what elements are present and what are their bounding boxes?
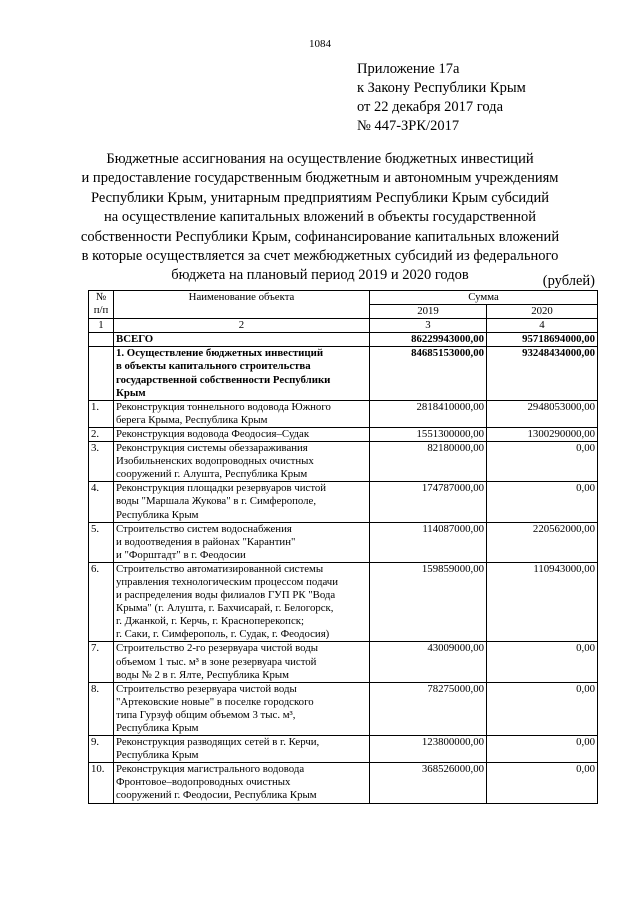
object-name-line: Реконструкция системы обеззараживания [116,442,308,455]
object-name-line: объемом 1 тыс. м³ в зоне резервуара чистой [116,655,317,668]
amount-2019: 159859000,00 [370,562,487,642]
table-row [89,763,598,803]
budget-table [88,290,598,804]
row-number: 9. [89,736,114,763]
object-name-line: Крыма" (г. Алушта, г. Бахчисарай, г. Белогорск, [116,602,334,615]
row-number: 5. [89,522,114,562]
section-row [89,347,598,400]
header-name-cell: Наименование объекта [114,291,370,319]
column-numbers-row [89,319,598,333]
section-2019: 84685153000,00 [370,347,487,400]
table-row [89,562,598,642]
object-name-line: берега Крыма, Республика Крым [116,413,268,426]
row-number: 4. [89,482,114,522]
table-row [89,642,598,682]
row-number: 6. [89,562,114,642]
object-name [114,400,370,427]
object-name [114,427,370,441]
title-line: Республики Крым, унитарным предприятиям Республики Крым субсидий [91,189,549,206]
table-header-row [89,291,598,305]
object-name-line: управления технологическим процессом подачи [116,575,339,588]
object-name [114,482,370,522]
title-line: и предоставление государственным бюджетным и автономным учреждениям [81,170,559,187]
object-name-line: Республика Крым [116,508,199,521]
object-name [114,562,370,642]
object-name-line: Республика Крым [116,722,199,734]
amount-2020: 0,00 [487,482,598,522]
document-title [0,150,640,286]
amount-2020: 110943000,00 [487,562,598,642]
section-2020: 93248434000,00 [487,347,598,400]
row-number: 3. [89,442,114,482]
amount-2020: 0,00 [487,763,598,803]
row-number: 1. [89,400,114,427]
title-line: Бюджетные ассигнования на осуществление бюджетных инвестиций [106,151,534,167]
object-name-line: типа Гурзуф общим объемом 3 тыс. м³, [116,708,296,721]
column-number: 1 [89,319,114,333]
object-name-line: воды № 2 в г. Ялте, Республика Крым [116,668,289,681]
amount-2019: 368526000,00 [370,763,487,803]
table-row [89,427,598,441]
title-line: бюджета на плановый период 2019 и 2020 годов [171,267,469,284]
header-num-cell [89,291,114,319]
amount-2020: 0,00 [487,736,598,763]
object-name-line: Фронтовое–водопроводных очистных [116,776,291,789]
object-name-line: и водоотведения в районах "Карантин" [116,535,296,548]
section-label-line: государственной собственности Республики [116,373,331,386]
annex-header [357,60,526,136]
object-name-line: Изобильненских водопроводных очистных [116,455,314,468]
object-name-line: Строительство систем водоснабжения [116,522,292,535]
amount-2019: 174787000,00 [370,482,487,522]
amount-2019: 2818410000,00 [370,400,487,427]
object-name-line: Республика Крым [116,749,199,762]
row-number: 8. [89,682,114,735]
row-number: 10. [89,763,114,803]
table-row [89,736,598,763]
amount-2020: 0,00 [487,642,598,682]
annex-line: к Закону Республики Крым [357,80,526,96]
object-name-line: и распределения воды филиалов ГУП РК "Вода [116,589,336,602]
total-2020: 95718694000,00 [487,333,598,347]
row-number: 2. [89,427,114,441]
object-name [114,442,370,482]
section-label-line: в объекты капитального строительства [116,360,311,373]
unit-label: (рублей) [542,273,595,289]
object-name [114,763,370,803]
object-name [114,682,370,735]
amount-2019: 123800000,00 [370,736,487,763]
object-name-line: Реконструкция разводящих сетей в г. Керчи, [116,736,320,749]
amount-2019: 114087000,00 [370,522,487,562]
header-year-2019: 2019 [370,305,487,319]
object-name [114,642,370,682]
table-row [89,400,598,427]
title-line: в которые осуществляется за счет межбюджетных субсидий из федерального [81,248,559,265]
annex-line: от 22 декабря 2017 года [357,99,503,115]
total-num-cell [89,333,114,347]
total-2019: 86229943000,00 [370,333,487,347]
title-line: на осуществление капитальных вложений в объекты государственной [104,209,536,226]
column-number: 2 [114,319,370,333]
section-label-line: 1. Осуществление бюджетных инвестиций [116,347,324,360]
object-name-line: г. Саки, г. Симферополь, г. Судак, г. Феодосия) [116,628,330,641]
object-name-line: Реконструкция водовода Феодосия–Судак [116,427,310,440]
object-name-line: воды "Маршала Жукова" в г. Симферополе, [116,495,317,508]
amount-2019: 1551300000,00 [370,427,487,441]
amount-2020: 0,00 [487,682,598,735]
amount-2019: 43009000,00 [370,642,487,682]
section-num-cell [89,347,114,400]
object-name-line: Строительство автоматизированной системы [116,562,324,575]
object-name-line: сооружений г. Алушта, Республика Крым [116,468,308,481]
object-name-line: Строительство 2-го резервуара чистой воды [116,642,318,655]
header-year-2020: 2020 [487,305,598,319]
total-row [89,333,598,347]
column-number: 4 [487,319,598,333]
amount-2020: 0,00 [487,442,598,482]
table-row [89,482,598,522]
total-label: ВСЕГО [114,333,370,347]
amount-2020: 1300290000,00 [487,427,598,441]
amount-2020: 2948053000,00 [487,400,598,427]
object-name-line: Реконструкция тоннельного водовода Южного [116,400,331,413]
object-name-line: и "Форштадт" в г. Феодосии [116,548,246,561]
object-name-line: г. Джанкой, г. Керчь, г. Красноперекопск; [116,615,304,628]
object-name-line: Строительство резервуара чистой воды [116,682,297,695]
section-label [114,347,370,400]
header-num-label: № [95,291,107,303]
annex-line: Приложение 17а [357,61,460,77]
column-number: 3 [370,319,487,333]
title-line: собственности Республики Крым, софинансирование капитальных вложений [80,228,560,245]
object-name-line: сооружений г. Феодосии, Республика Крым [116,789,317,802]
header-sum-cell: Сумма [370,291,598,305]
amount-2019: 82180000,00 [370,442,487,482]
header-num-label: п/п [93,304,109,317]
object-name-line: Реконструкция магистрального водовода [116,763,305,776]
row-number: 7. [89,642,114,682]
object-name-line: "Артековские новые" в поселке городского [116,695,314,708]
object-name-line: Реконструкция площадки резервуаров чистой [116,482,327,495]
annex-line: № 447-ЗРК/2017 [357,118,460,134]
amount-2019: 78275000,00 [370,682,487,735]
section-label-line: Крым [116,386,146,399]
table-row [89,522,598,562]
amount-2020: 220562000,00 [487,522,598,562]
page-number: 1084 [309,38,331,50]
table-row [89,682,598,735]
table-row [89,442,598,482]
object-name [114,736,370,763]
object-name [114,522,370,562]
